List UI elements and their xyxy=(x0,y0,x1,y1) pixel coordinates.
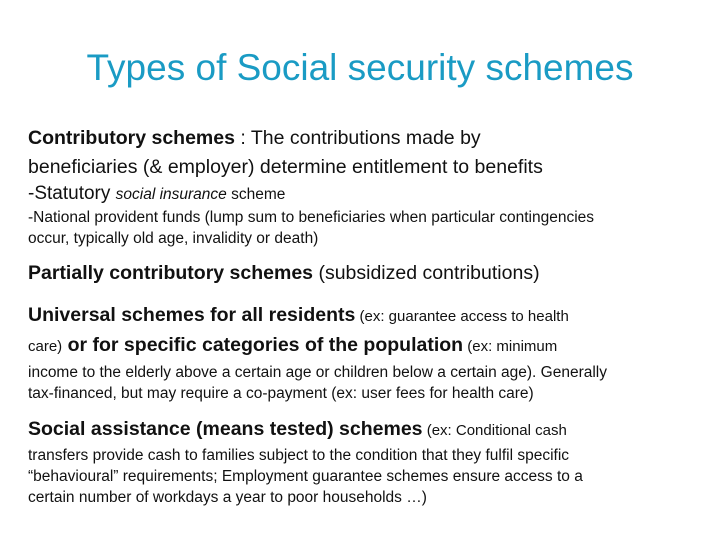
contributory-term: Contributory schemes xyxy=(28,127,235,149)
contributory-line-2: beneficiaries (& employer) determine entitlement to benefits xyxy=(28,156,543,178)
slide-title: Types of Social security schemes xyxy=(86,47,634,88)
assistance-term: Social assistance (means tested) schemes xyxy=(28,418,423,440)
provident-line-2: occur, typically old age, invalidity or death) xyxy=(28,230,319,247)
universal-line-3: income to the elderly above a certain age or children below a certain age). Generally xyxy=(28,364,607,381)
statutory-italic: social insurance xyxy=(115,186,227,203)
universal-term-1: Universal schemes for all residents xyxy=(28,304,356,326)
partial-line xyxy=(28,259,700,288)
universal-term-2: or for specific categories of the population xyxy=(62,334,464,356)
partial-term: Partially contributory schemes xyxy=(28,262,314,284)
assistance-example: (ex: Conditional cash xyxy=(422,422,567,439)
statutory-prefix: -Statutory xyxy=(28,183,116,204)
universal-section xyxy=(28,301,700,404)
universal-line-4: tax-financed, but may require a co-payment (ex: user fees for health care) xyxy=(28,385,534,402)
universal-example-1b: care) xyxy=(28,338,63,355)
partial-description: (subsidized contributions) xyxy=(313,262,540,284)
universal-line-1 xyxy=(28,301,700,331)
universal-example-2: (ex: minimum xyxy=(463,338,558,355)
contributory-line-1 xyxy=(28,124,700,153)
contributory-definition: : The contributions made by xyxy=(234,127,481,149)
assistance-line-2: transfers provide cash to families subject to the condition that they fulfil specific xyxy=(28,447,570,464)
statutory-item xyxy=(28,183,700,205)
statutory-suffix: scheme xyxy=(226,186,286,203)
assistance-line-3: “behavioural” requirements; Employment guarantee schemes ensure access to a xyxy=(28,468,583,485)
assistance-section xyxy=(28,415,700,508)
universal-line-2 xyxy=(28,331,700,361)
partial-section xyxy=(28,259,700,288)
contributory-section xyxy=(28,124,700,249)
provident-line-1: -National provident funds (lump sum to beneficiaries when particular contingencies xyxy=(28,209,595,226)
slide-body xyxy=(28,124,700,508)
assistance-line-4: certain number of workdays a year to poor households …) xyxy=(28,489,427,506)
assistance-line-1 xyxy=(28,415,700,445)
universal-example-1a: (ex: guarantee access to health xyxy=(355,308,569,325)
